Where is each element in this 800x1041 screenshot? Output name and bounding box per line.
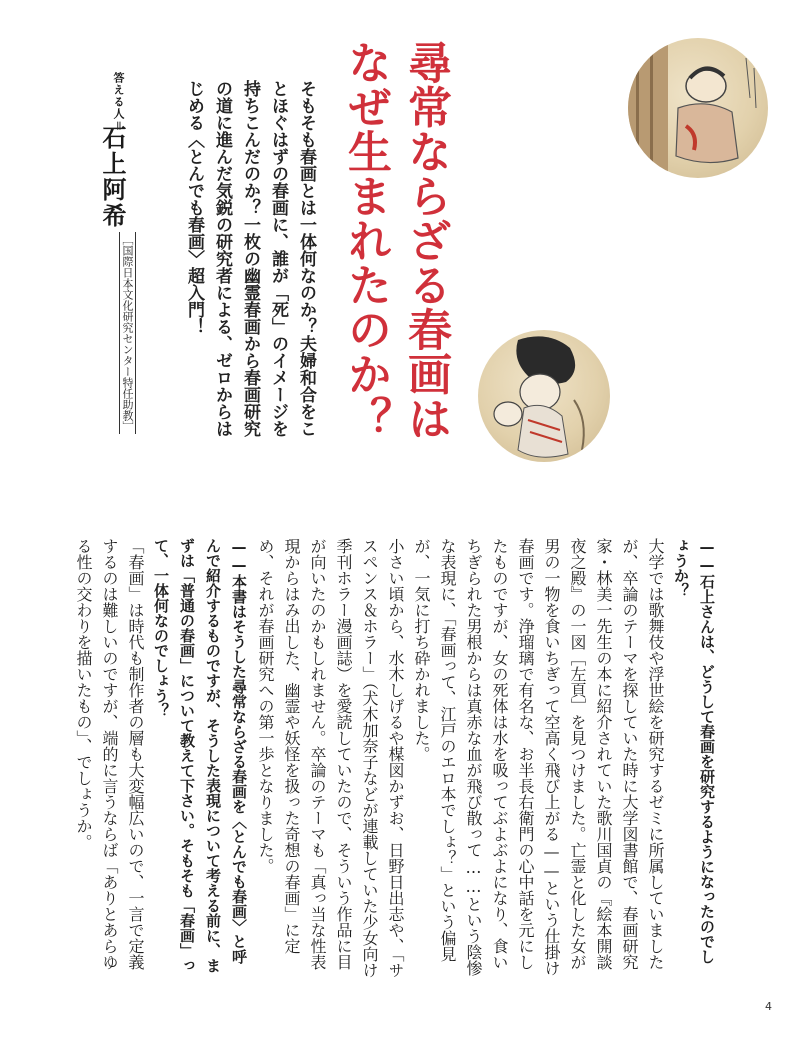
interview-body bbox=[70, 538, 720, 978]
interview-answer: 「春画」は時代も制作者の層も大変幅広いので、一言で定義するのは難しいのですが、端的に言うならば「ありとあらゆる性の交わりを描いたもの」、でしょうか。 bbox=[74, 538, 145, 970]
page-number: 4 bbox=[765, 1000, 772, 1013]
lede-paragraph: そもそも春画とは一体何なのか？夫婦和合をことほぐはずの春画に、誰が「死」のイメージを持ちこんだのか？一枚の幽霊春画から春画研究の道に進んだ気鋭の研究者による、ゼロからはじめる〈とんでも春画〉超入門！ bbox=[184, 80, 316, 437]
author-name: 石上阿希 bbox=[98, 125, 126, 229]
interview-question: ——本書はそうした尋常ならざる春画を〈とんでも春画〉と呼んで紹介するものですが、そうした表現について考える前に、まずは「普通の春画」について教えて下さい。そもそも「春画」って、一体何なのでしょう？ bbox=[152, 538, 248, 973]
interview-answer: 大学では歌舞伎や浮世絵を研究するゼミに所属していましたが、卒論のテーマを探していた時に大学図書館で、春画研究家・林美一先生の本に紹介されていた歌川国貞の『絵本開談夜之殿』の一図［左頁］を見つけました。亡霊と化した女が男の一物を食いちぎって空高く飛び上がる——という仕掛け春画です。浄瑠璃で有名な、お半長右衛門の心中話を元にしたものですが、女の死体は水を吸ってぶよぶよになり、食いちぎられた男根からは真赤な血が飛び散って……という陰惨な表現に、「春画って、江戸のエロ本でしょ？」という偏見が、一気に打ち砕かれました。 bbox=[412, 538, 665, 976]
article-title: 尋常ならざる春画はなぜ生まれたのか？ bbox=[340, 40, 451, 441]
interview-question: ——石上さんは、どうして春画を研究するようになったのでしょうか？ bbox=[672, 538, 716, 964]
ukiyoe-thumbnail-bottom bbox=[478, 330, 610, 462]
ukiyoe-thumbnail-top bbox=[628, 38, 768, 178]
author-role-label: 答える人＝ bbox=[112, 72, 125, 132]
interview-answer: 小さい頃から、水木しげるや楳図かずお、日野日出志や、「サスペンス＆ホラー」（犬木加奈子などが連載していた少女向け季刊ホラー漫画誌）を愛読していたので、そういう作品に目が向いたのかもしれません。卒論のテーマも「真っ当な性表現からはみ出した、幽霊や妖怪を扱った奇想の春画」に定め、それが春画研究への第一歩となりました。 bbox=[256, 538, 405, 978]
author-affiliation: ［国際日本文化研究センター特任助教］ bbox=[121, 234, 134, 432]
